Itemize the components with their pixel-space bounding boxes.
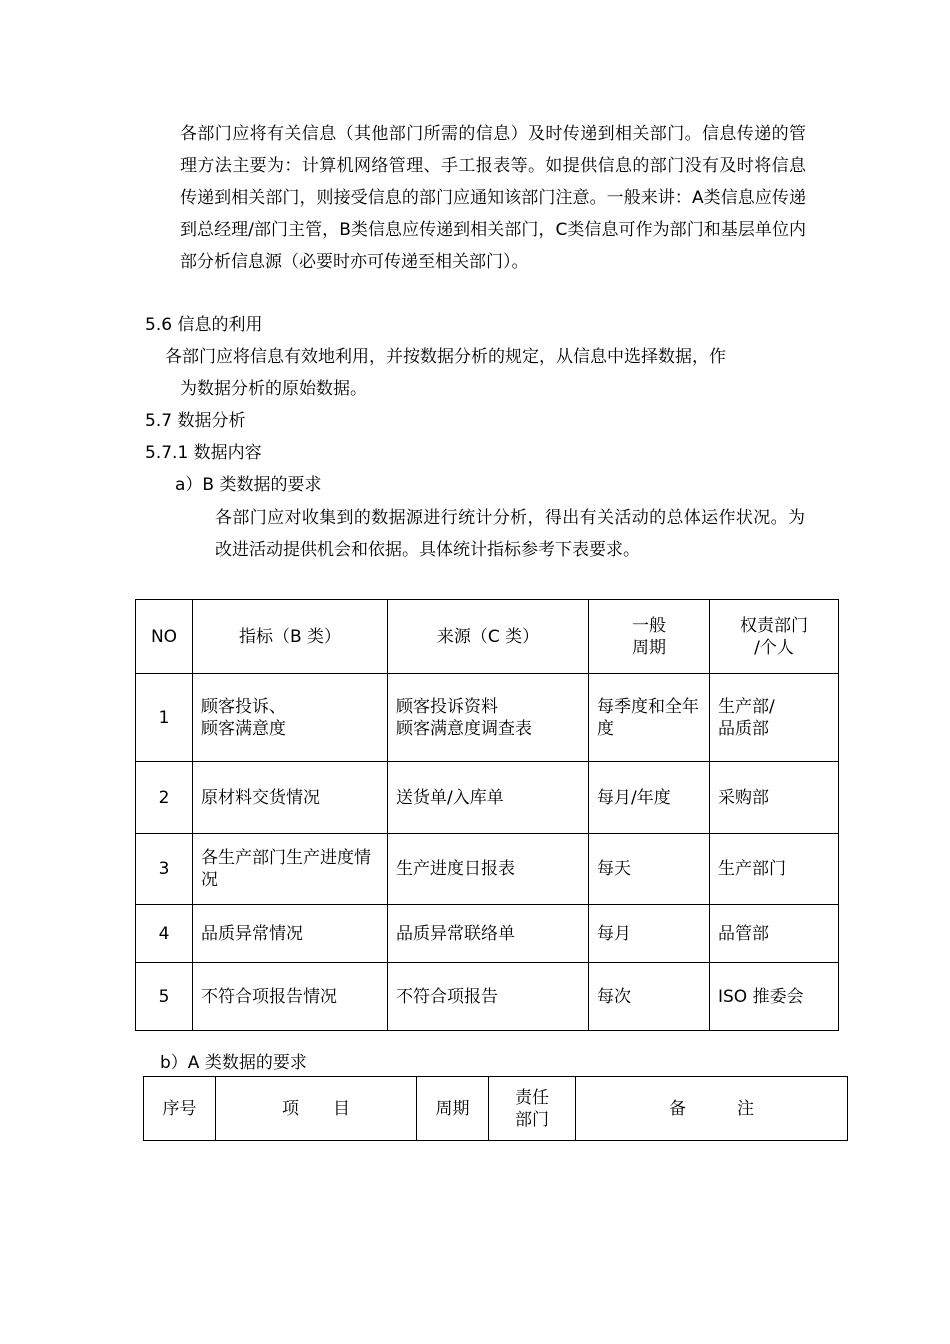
header-cell: 权责部门 /个人 [710,600,839,674]
table-row [136,963,839,1031]
table-cell: 3 [136,834,193,905]
table-cell: 品质异常联络单 [388,905,589,963]
header-cell: 指标（B 类） [193,600,388,674]
table-cell: ISO 推委会 [710,963,839,1031]
table-cell: 每月 [589,905,710,963]
header-cell: 责任 部门 [489,1077,576,1141]
table-cell: 每季度和全年度 [589,674,710,762]
table-header-row [136,600,839,674]
table-cell: 送货单/入库单 [388,762,589,834]
table-cell: 1 [136,674,193,762]
table-row [136,905,839,963]
table-header-row [144,1077,848,1141]
section-5-6-line2: 为数据分析的原始数据。 [180,379,367,399]
table-cell: 采购部 [710,762,839,834]
section-5-6-heading: 5.6 信息的利用 [145,315,263,335]
table-cell: 生产部/ 品质部 [710,674,839,762]
table-cell: 2 [136,762,193,834]
table-cell: 生产进度日报表 [388,834,589,905]
table-row [136,834,839,905]
table-cell: 4 [136,905,193,963]
table-cell: 不符合项报告 [388,963,589,1031]
header-cell: 来源（C 类） [388,600,589,674]
header-cell: 序号 [144,1077,216,1141]
item-a-heading: a）B 类数据的要求 [175,475,322,495]
table-cell: 顾客投诉、 顾客满意度 [193,674,388,762]
item-b-heading: b）A 类数据的要求 [160,1053,307,1073]
header-cell: 项 目 [216,1077,417,1141]
table-cell: 各生产部门生产进度情况 [193,834,388,905]
table-cell: 不符合项报告情况 [193,963,388,1031]
intro-paragraph: 各部门应将有关信息（其他部门所需的信息）及时传递到相关部门。信息传递的管理方法主要为：计算机网络管理、手工报表等。如提供信息的部门没有及时将信息传递到相关部门，则接受信息的部门应通知该部门注意。一般来讲：A类信息应传递到总经理/部门主管，B类信息应传递到相关部门，C类信息可作为部门和基层单位内部分析信息源（必要时亦可传递至相关部门）。 [180,124,806,272]
table-row [136,674,839,762]
table-row [136,762,839,834]
header-cell: NO [136,600,193,674]
table-cell: 原材料交货情况 [193,762,388,834]
a-class-data-table [143,1076,848,1141]
section-5-6-line1: 各部门应将信息有效地利用，并按数据分析的规定，从信息中选择数据，作 [165,347,726,367]
table-cell: 每次 [589,963,710,1031]
table-cell: 生产部门 [710,834,839,905]
table-cell: 每月/年度 [589,762,710,834]
header-cell: 备 注 [576,1077,848,1141]
section-5-7-heading: 5.7 数据分析 [145,411,246,431]
item-a-paragraph: 各部门应对收集到的数据源进行统计分析，得出有关活动的总体运作状况。为改进活动提供机会和依据。具体统计指标参考下表要求。 [215,508,805,560]
header-cell: 一般 周期 [589,600,710,674]
table-cell: 每天 [589,834,710,905]
b-class-data-table [135,599,839,1031]
section-5-7-1-heading: 5.7.1 数据内容 [145,443,262,463]
table-cell: 品质异常情况 [193,905,388,963]
table-cell: 5 [136,963,193,1031]
header-cell: 周期 [417,1077,489,1141]
table-cell: 顾客投诉资料 顾客满意度调查表 [388,674,589,762]
table-cell: 品管部 [710,905,839,963]
